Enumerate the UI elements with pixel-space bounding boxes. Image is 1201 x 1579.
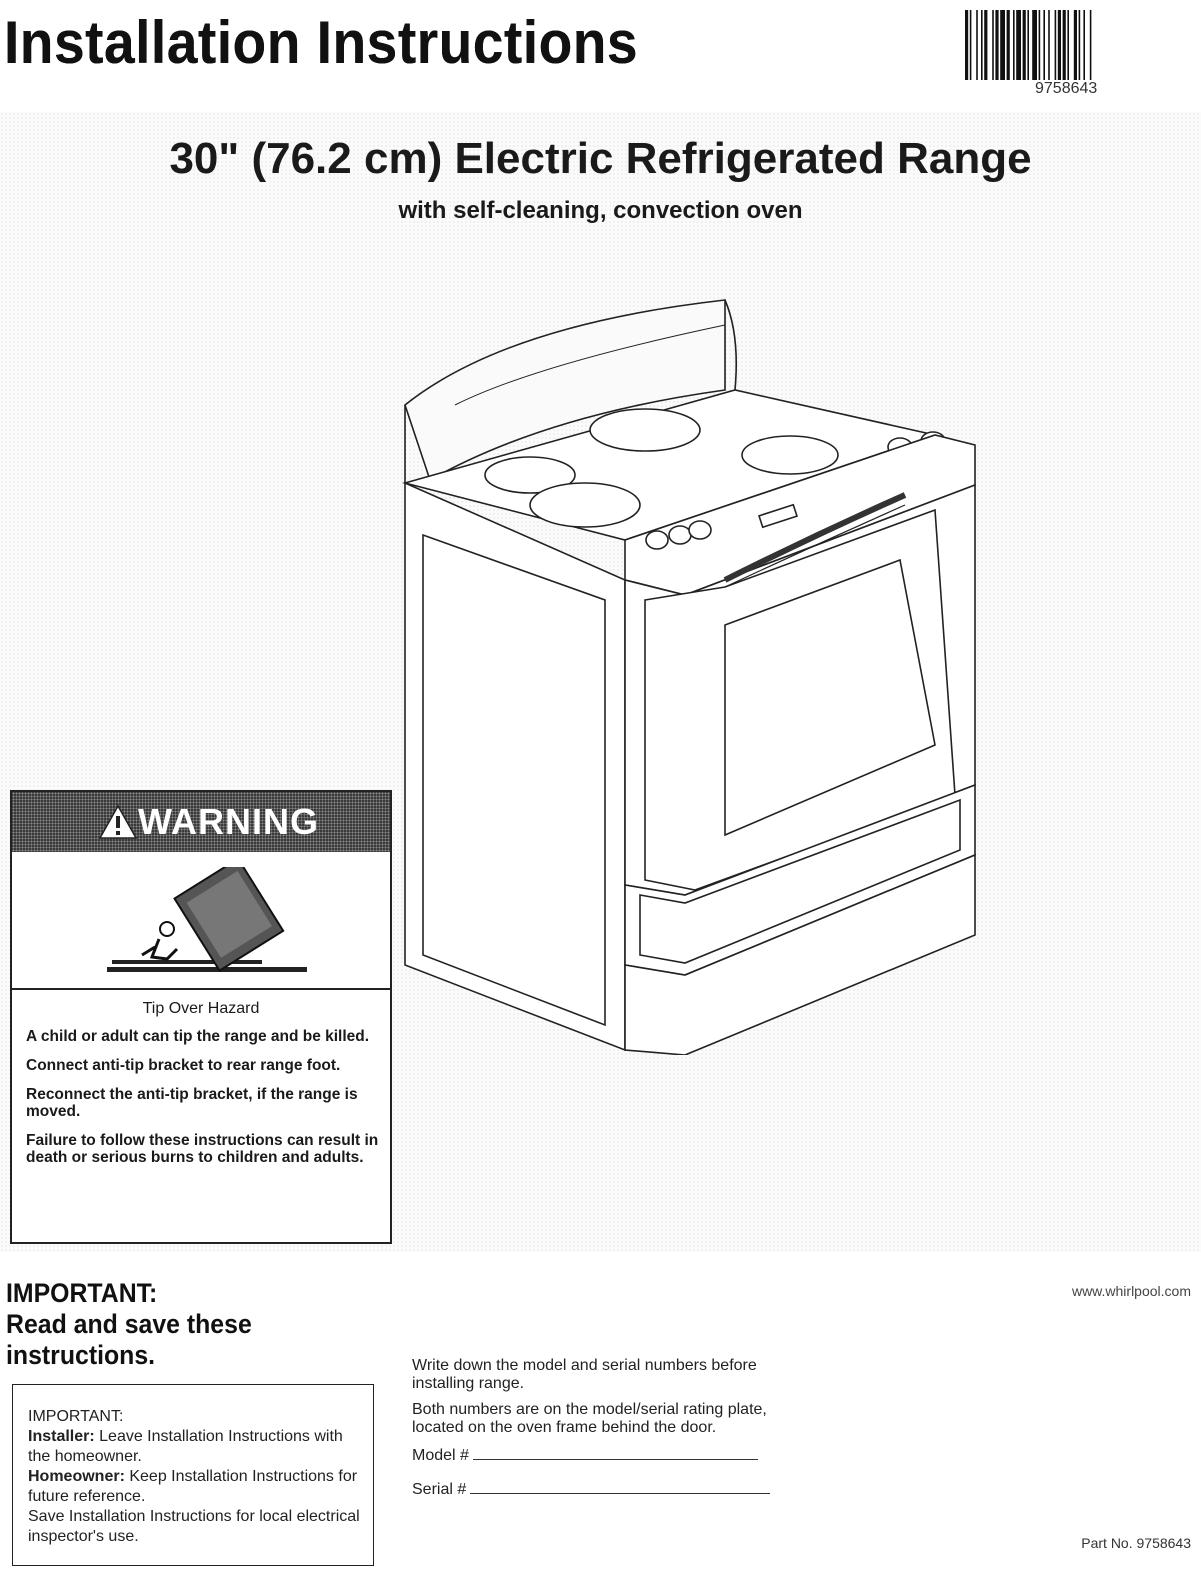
- serial-blank[interactable]: [470, 1479, 770, 1494]
- warning-divider: [12, 988, 390, 990]
- warning-paragraph: A child or adult can tip the range and be killed.: [26, 1028, 370, 1045]
- barcode-number: 9758643: [1035, 80, 1098, 97]
- important-heading-line: IMPORTANT:: [6, 1278, 158, 1308]
- warning-label: WARNING: [138, 801, 319, 842]
- warning-text: [26, 1028, 381, 1178]
- website-url[interactable]: www.whirlpool.com: [1071, 1283, 1191, 1299]
- product-subtitle: with self-cleaning, convection oven: [398, 197, 803, 224]
- important-heading-line: Read and save these: [6, 1309, 252, 1339]
- warning-triangle-icon: [98, 804, 138, 840]
- model-field: [412, 1445, 812, 1465]
- warning-paragraph: Failure to follow these instructions can result in death or serious burns to children and adults.: [26, 1132, 379, 1166]
- installer-text: Leave Installation Instructions with the homeowner.: [28, 1428, 343, 1465]
- important-box-title: IMPORTANT:: [28, 1408, 124, 1425]
- part-number: Part No. 9758643: [1081, 1535, 1191, 1551]
- model-label: Model #: [412, 1447, 469, 1464]
- homeowner-label: Homeowner:: [28, 1468, 125, 1485]
- warning-header: [12, 792, 390, 852]
- hazard-title: Tip Over Hazard: [142, 1000, 260, 1017]
- tip-over-hazard-icon: [107, 867, 307, 982]
- barcode-block: [965, 10, 1195, 96]
- document-title: Installation Instructions: [4, 9, 639, 76]
- range-illustration: [395, 295, 995, 1055]
- serial-label: Serial #: [412, 1481, 467, 1498]
- model-blank[interactable]: [473, 1445, 758, 1460]
- important-heading: [6, 1278, 252, 1371]
- record-section: [412, 1357, 812, 1513]
- record-intro: Write down the model and serial numbers before installing range.: [412, 1357, 757, 1392]
- product-title: 30" (76.2 cm) Electric Refrigerated Range: [169, 134, 1032, 183]
- important-heading-line: instructions.: [6, 1340, 156, 1370]
- record-location: Both numbers are on the model/serial rating plate, located on the oven frame behind the door.: [412, 1401, 767, 1436]
- barcode: [965, 10, 1195, 80]
- serial-field: [412, 1479, 812, 1499]
- warning-paragraph: Reconnect the anti-tip bracket, if the range is moved.: [26, 1086, 358, 1120]
- important-box: [12, 1384, 374, 1566]
- homeowner-text: Keep Installation Instructions for future reference.: [28, 1468, 358, 1505]
- warning-box: [10, 790, 392, 1244]
- page-header: [0, 0, 1201, 110]
- installer-label: Installer:: [28, 1428, 95, 1445]
- inspector-text: Save Installation Instructions for local electrical inspector's use.: [28, 1508, 360, 1545]
- important-box-text: [28, 1407, 363, 1547]
- warning-paragraph: Connect anti-tip bracket to rear range foot.: [26, 1057, 341, 1074]
